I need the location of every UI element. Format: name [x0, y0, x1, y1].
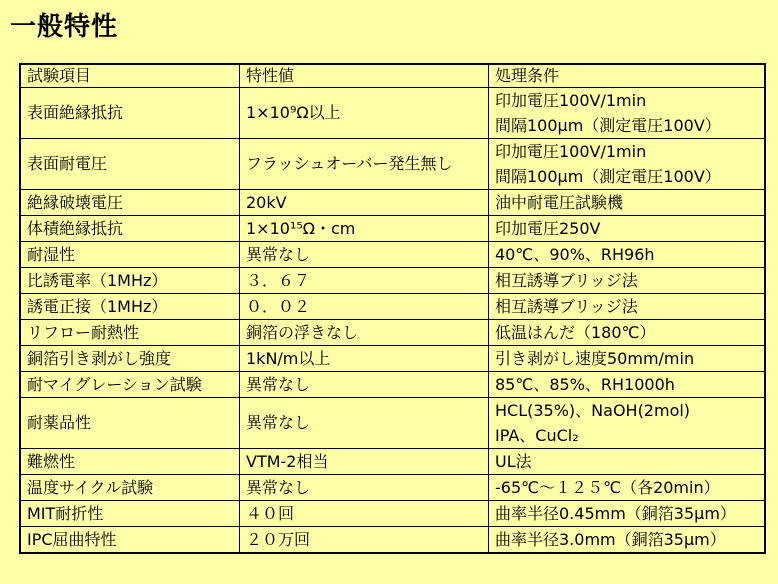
table-row [20, 372, 765, 398]
cell-test-item: リフロー耐熱性 [20, 320, 240, 346]
table-row [20, 216, 765, 242]
cell-value: 1kN/m以上 [240, 346, 489, 372]
cell-conditions [489, 398, 766, 449]
cell-conditions [489, 88, 766, 139]
table-row [20, 346, 765, 372]
table-row [20, 398, 765, 449]
cell-conditions [489, 449, 766, 475]
cell-conditions [489, 527, 766, 554]
condition-line: 40℃、90%、RH96h [495, 245, 655, 264]
condition-line: 間隔100μm（測定電圧100V） [495, 116, 721, 135]
cell-test-item: 表面耐電圧 [20, 139, 240, 190]
spec-table [19, 63, 766, 554]
cell-value: VTM-2相当 [240, 449, 489, 475]
table-body [20, 88, 765, 554]
cell-test-item: 絶縁破壊電圧 [20, 190, 240, 216]
condition-line: 油中耐電圧試験機 [495, 193, 624, 212]
condition-line: 低温はんだ（180℃） [495, 323, 656, 342]
cell-test-item: 耐薬品性 [20, 398, 240, 449]
cell-conditions [489, 268, 766, 294]
table-row [20, 449, 765, 475]
cell-conditions [489, 190, 766, 216]
table-row [20, 190, 765, 216]
cell-value: ３．６７ [240, 268, 489, 294]
cell-conditions [489, 216, 766, 242]
table-row [20, 501, 765, 527]
cell-value: ０．０２ [240, 294, 489, 320]
condition-line: 曲率半径3.0mm（銅箔35μm） [495, 530, 726, 549]
page-title: 一般特性 [10, 12, 119, 42]
cell-conditions [489, 242, 766, 268]
condition-line: 85℃、85%、RH1000h [495, 375, 675, 394]
table-row [20, 475, 765, 501]
condition-line: 相互誘導ブリッジ法 [495, 297, 638, 316]
cell-conditions [489, 475, 766, 501]
cell-test-item: 表面絶縁抵抗 [20, 88, 240, 139]
cell-value: 異常なし [240, 372, 489, 398]
cell-conditions [489, 372, 766, 398]
table-row [20, 88, 765, 139]
condition-line: UL法 [495, 452, 532, 471]
condition-line: -65℃～１２５℃（各20min） [495, 478, 720, 497]
cell-value: 20kV [240, 190, 489, 216]
cell-value: 異常なし [240, 475, 489, 501]
condition-line: 印加電圧100V/1min [495, 91, 647, 110]
condition-line: 曲率半径0.45mm（銅箔35μm） [495, 504, 736, 523]
cell-test-item: MIT耐折性 [20, 501, 240, 527]
cell-test-item: 耐マイグレーション試験 [20, 372, 240, 398]
table-row [20, 139, 765, 190]
cell-test-item: 銅箔引き剥がし強度 [20, 346, 240, 372]
cell-conditions [489, 501, 766, 527]
cell-test-item: 比誘電率（1MHz） [20, 268, 240, 294]
condition-line: 相互誘導ブリッジ法 [495, 271, 638, 290]
cell-value: 1×10⁹Ω以上 [240, 88, 489, 139]
cell-test-item: 誘電正接（1MHz） [20, 294, 240, 320]
cell-test-item: 体積絶縁抵抗 [20, 216, 240, 242]
table-row [20, 320, 765, 346]
cell-conditions [489, 320, 766, 346]
cell-test-item: IPC屈曲特性 [20, 527, 240, 554]
table-row [20, 294, 765, 320]
condition-line: 間隔100μm（測定電圧100V） [495, 167, 721, 186]
cell-value: ２０万回 [240, 527, 489, 554]
condition-line: 印加電圧100V/1min [495, 142, 647, 161]
cell-test-item: 耐湿性 [20, 242, 240, 268]
header-value: 特性値 [240, 64, 489, 88]
cell-value: 銅箔の浮きなし [240, 320, 489, 346]
cell-test-item: 難燃性 [20, 449, 240, 475]
table-row [20, 242, 765, 268]
condition-line: 引き剥がし速度50mm/min [495, 349, 695, 368]
cell-value: フラッシュオーバー発生無し [240, 139, 489, 190]
table-row [20, 268, 765, 294]
cell-value: ４０回 [240, 501, 489, 527]
table-header-row [20, 64, 765, 88]
header-test-item: 試験項目 [20, 64, 240, 88]
cell-test-item: 温度サイクル試験 [20, 475, 240, 501]
condition-line: HCL(35%)、NaOH(2mol) [495, 401, 691, 420]
header-conditions: 処理条件 [489, 64, 766, 88]
cell-value: 1×10¹⁵Ω・cm [240, 216, 489, 242]
condition-line: IPA、CuCl₂ [495, 426, 579, 445]
cell-conditions [489, 346, 766, 372]
condition-line: 印加電圧250V [495, 219, 601, 238]
cell-conditions [489, 294, 766, 320]
cell-conditions [489, 139, 766, 190]
cell-value: 異常なし [240, 398, 489, 449]
cell-value: 異常なし [240, 242, 489, 268]
table-row [20, 527, 765, 554]
